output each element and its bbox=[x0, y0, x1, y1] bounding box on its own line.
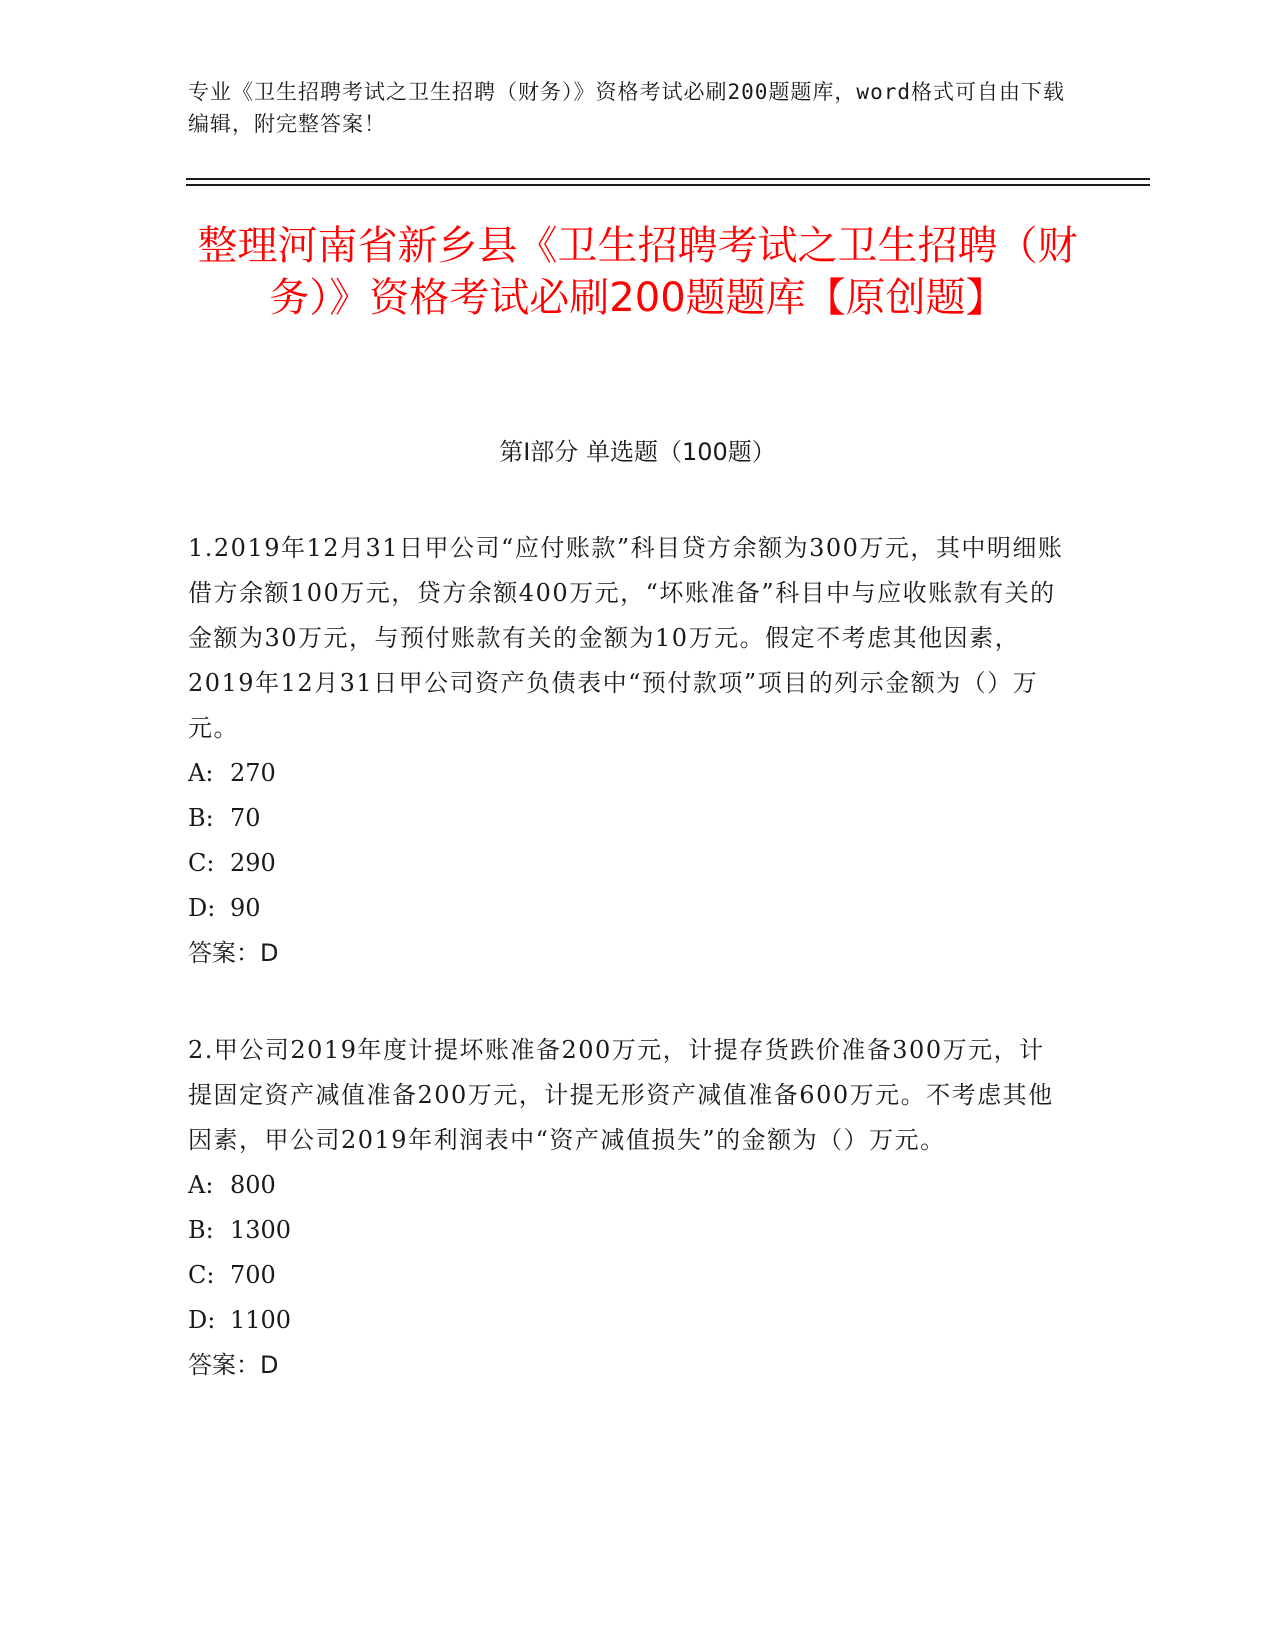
option-value: 290 bbox=[230, 849, 276, 877]
question-stem: 2.甲公司2019年度计提坏账准备200万元，计提存货跌价准备300万元，计提固定资产减值准备200万元，计提无形资产减值准备600万元。不考虑其他因素，甲公司2019年利润表中“资产减值损失”的金额为（）万元。 bbox=[188, 1036, 1054, 1154]
question-1 bbox=[188, 526, 1068, 976]
header-note: 专业《卫生招聘考试之卫生招聘（财务）》资格考试必刷200题题库，word格式可自由下载编辑，附完整答案！ bbox=[188, 80, 1065, 136]
option-letter: B: bbox=[188, 1216, 214, 1244]
option-letter: A: bbox=[188, 759, 214, 787]
option-letter: D: bbox=[188, 1306, 216, 1334]
option-value: 700 bbox=[230, 1261, 276, 1289]
answer-line: 答案：D bbox=[188, 939, 279, 967]
header-rule-top bbox=[186, 178, 1150, 180]
section-heading: 第I部分 单选题（100题） bbox=[499, 438, 776, 466]
header-rule-bottom bbox=[186, 184, 1150, 186]
option-value: 1300 bbox=[230, 1216, 292, 1244]
option-a bbox=[188, 751, 1068, 796]
option-d bbox=[188, 886, 1068, 931]
option-value: 270 bbox=[230, 759, 276, 787]
option-letter: C: bbox=[188, 1261, 215, 1289]
question-2 bbox=[188, 1028, 1068, 1388]
answer-line: 答案：D bbox=[188, 1351, 279, 1379]
question-stem: 1.2019年12月31日甲公司“应付账款”科目贷方余额为300万元，其中明细账借方余额100万元，贷方余额400万元，“坏账准备”科目中与应收账款有关的金额为30万元，与预付账款有关的金额为10万元。假定不考虑其他因素，2019年12月31日甲公司资产负债表中“预付款项”项目的列示金额为（）万元。 bbox=[188, 534, 1064, 742]
option-b bbox=[188, 1208, 1068, 1253]
option-value: 800 bbox=[230, 1171, 276, 1199]
option-b bbox=[188, 796, 1068, 841]
option-value: 70 bbox=[230, 804, 261, 832]
option-value: 90 bbox=[230, 894, 261, 922]
option-letter: B: bbox=[188, 804, 214, 832]
option-a bbox=[188, 1163, 1068, 1208]
option-c bbox=[188, 1253, 1068, 1298]
option-letter: D: bbox=[188, 894, 216, 922]
option-letter: C: bbox=[188, 849, 215, 877]
option-value: 1100 bbox=[230, 1306, 292, 1334]
option-c bbox=[188, 841, 1068, 886]
document-title: 整理河南省新乡县《卫生招聘考试之卫生招聘（财务）》资格考试必刷200题题库【原创题】 bbox=[197, 223, 1078, 321]
option-letter: A: bbox=[188, 1171, 214, 1199]
option-d bbox=[188, 1298, 1068, 1343]
